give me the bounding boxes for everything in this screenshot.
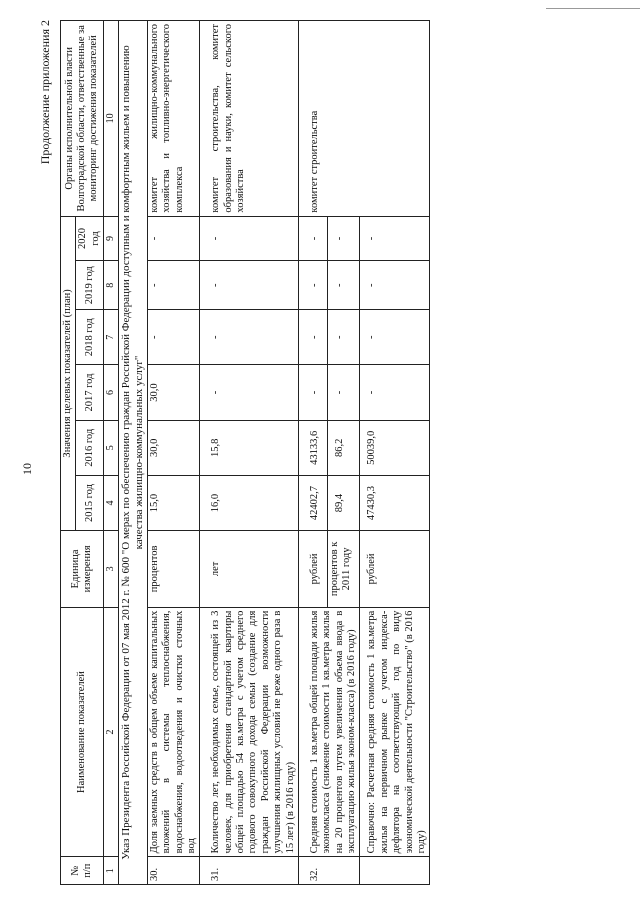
indicator-name: Справочно: Расчетная средняя стоимость 1 кв.метра жилья на первичном рынке с учетом индекса-дефлятора на соответствующий год по виду экономической деятельности "Строительство" (в 2016 году) [360,607,430,857]
value-2019: - [298,261,327,310]
value-2017: 30,0 [147,365,200,420]
column-number: 6 [104,365,119,420]
unit: процентов [147,531,200,608]
value-2018: - [200,310,299,365]
header-year: 2017 год [76,365,104,420]
section-row [118,21,147,885]
column-number: 7 [104,310,119,365]
value-2020: - [200,216,299,261]
value-2018: - [327,310,360,365]
value-2019: - [327,261,360,310]
table-row [147,21,200,885]
header-col-unit: Единица измерения [61,531,104,608]
value-2018: - [360,310,430,365]
header-year: 2020 год [76,216,104,261]
value-2016: 15,8 [200,420,299,475]
unit: процентов к 2011 году [327,531,360,608]
indicators-table [60,20,430,885]
column-number: 4 [104,475,119,530]
column-number: 2 [104,607,119,857]
column-numbers-row [104,21,119,885]
unit: рублей [298,531,327,608]
value-2016: 86,2 [327,420,360,475]
row-number: 30. [147,857,200,885]
continuation-caption: Продолжение приложения 2 [38,20,52,165]
table-row [298,21,327,885]
table-row [200,21,299,885]
value-2020: - [147,216,200,261]
value-2020: - [298,216,327,261]
unit: рублей [360,531,430,608]
column-number: 3 [104,531,119,608]
header-year: 2015 год [76,475,104,530]
column-number: 8 [104,261,119,310]
value-2015: 16,0 [200,475,299,530]
header-col-num: № п/п [61,857,104,885]
value-2017: - [298,365,327,420]
column-number: 1 [104,857,119,885]
value-2018: - [298,310,327,365]
value-2020: - [360,216,430,261]
unit: лет [200,531,299,608]
header-values-group: Значения целевых показателей (план) [61,216,76,531]
value-2017: - [327,365,360,420]
value-2015: 42402,7 [298,475,327,530]
indicator-name: Доля заемных средств в общем объеме капитальных вложений в системы теплоснабжения, водоснабжения, водоотведения и очистки сточных вод [147,607,200,857]
row-number: 32. [298,857,360,885]
value-2015: 47430,3 [360,475,430,530]
row-number: 31. [200,857,299,885]
responsible-authority: комитет жилищно-коммунального хозяйства и топливно-энергетического комплекса [147,21,200,217]
indicator-name: Количество лет, необходимых семье, состоящей из 3 человек, для приобретения стандартной квартиры общей площадью 54 кв.метра с учетом среднего годового совокупного дохода семьи (создание для граждан Российской Федерации возможности улучшения жилищных условий не реже одного раза в 15 лет) (в 2016 году) [200,607,299,857]
responsible-authority: комитет строительства [298,21,429,217]
row-number [360,857,430,885]
value-2016: 43133,6 [298,420,327,475]
header-year: 2016 год [76,420,104,475]
value-2017: - [200,365,299,420]
header-year: 2019 год [76,261,104,310]
indicator-name: Средняя стоимость 1 кв.метра общей площади жилья экономкласса (снижение стоимости 1 кв.метра жилья на 20 процентов путем увеличения объема ввода в эксплуатацию жилья эконом-класса) (в 2016 году) [298,607,360,857]
value-2019: - [147,261,200,310]
value-2015: 89,4 [327,475,360,530]
page-number: 10 [20,463,34,475]
header-col-name: Наименование показателей [61,607,104,857]
header-row [61,21,76,885]
section-title: Указ Президента Российской Федерации от 07 мая 2012 г. № 600 "О мерах по обеспечению граждан Российской Федерации доступным и комфортным жильем и повышению качества жилищно-коммунальных услуг" [118,21,147,885]
value-2017: - [360,365,430,420]
responsible-authority: комитет строительства, комитет образования и науки, комитет сельского хозяйства [200,21,299,217]
column-number: 5 [104,420,119,475]
value-2016: 30,0 [147,420,200,475]
value-2019: - [200,261,299,310]
header-col-authority: Органы исполнительной власти Волгоградской области, ответственные за мониторинг достижения показателей [61,21,104,217]
column-number: 10 [104,21,119,217]
value-2020: - [327,216,360,261]
value-2015: 15,0 [147,475,200,530]
header-year: 2018 год [76,310,104,365]
value-2016: 50039,0 [360,420,430,475]
value-2019: - [360,261,430,310]
column-number: 9 [104,216,119,261]
value-2018: - [147,310,200,365]
